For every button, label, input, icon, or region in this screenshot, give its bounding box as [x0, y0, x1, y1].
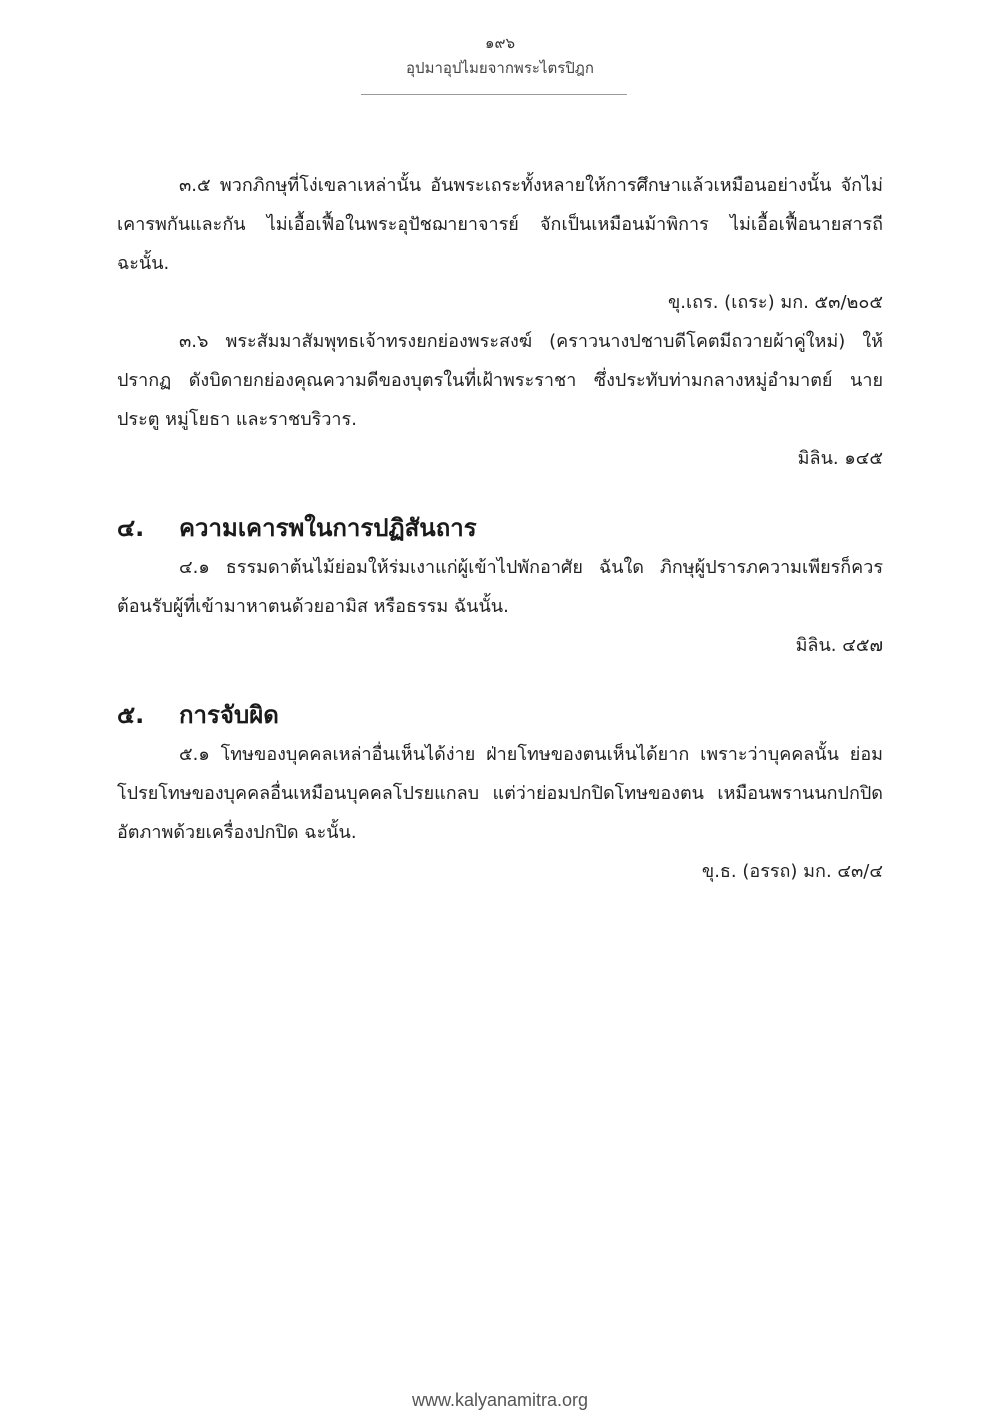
header-divider [361, 94, 627, 95]
section-title-5: การจับผิด [179, 701, 279, 729]
book-title: อุปมาอุปไมยจากพระไตรปิฎก [406, 59, 594, 77]
reference-4-1: มิลิน. ๔๕๗ [795, 635, 883, 656]
footer-website: www.kalyanamitra.org [411, 1390, 589, 1410]
paragraph-4-1: ๔.๑ ธรรมดาต้นไม้ย่อมให้ร่มเงาแก่ผู้เข้าไปพักอาศัย ฉันใด ภิกษุผู้ปรารภความเพียรก็ควรต้อนรับผู้ที่เข้ามาหาตนด้วยอามิส หรือธรรม ฉันนั้น. [117, 557, 883, 617]
reference-5-1: ขุ.ธ. (อรรถ) มก. ๔๓/๔ [701, 861, 883, 882]
section-title-4: ความเคารพในการปฏิสันถาร [179, 514, 477, 542]
paragraph-3-6: ๓.๖ พระสัมมาสัมพุทธเจ้าทรงยกย่องพระสงฆ์ (คราวนางปชาบดีโคตมีถวายผ้าคู่ใหม่) ให้ปรากฏ ดังบิดายกย่องคุณความดีของบุตรในที่เฝ้าพระราชา ซึ่งประทับท่ามกลางหมู่อำมาตย์ นายประตู หมู่โยธา และราชบริวาร. [117, 331, 883, 430]
section-number-4: ๔. [117, 514, 145, 542]
paragraph-5-1: ๕.๑ โทษของบุคคลเหล่าอื่นเห็นได้ง่าย ฝ่ายโทษของตนเห็นได้ยาก เพราะว่าบุคคลนั้น ย่อมโปรยโทษของบุคคลอื่นเหมือนบุคคลโปรยแกลบ แต่ว่าย่อมปกปิดโทษของตน เหมือนพรานนกปกปิดอัตภาพด้วยเครื่องปกปิด ฉะนั้น. [117, 744, 883, 843]
section-number-5: ๕. [117, 701, 145, 729]
section-heading-5 [117, 695, 883, 735]
reference-3-6: มิลิน. ๑๔๕ [797, 448, 883, 469]
reference-3-5: ขุ.เถร. (เถระ) มก. ๕๓/๒๐๕ [667, 292, 883, 313]
page-header [0, 32, 1000, 80]
paragraph-3-5: ๓.๕ พวกภิกษุที่โง่เขลาเหล่านั้น อันพระเถระทั้งหลายให้การศึกษาแล้วเหมือนอย่างนั้น จักไม่เคารพกันและกัน ไม่เอื้อเฟื้อในพระอุปัชฌายาจารย์ จักเป็นเหมือนม้าพิการ ไม่เอื้อเฟื้อนายสารถี ฉะนั้น. [117, 175, 883, 274]
page-number: ๑๙๖ [484, 34, 516, 52]
page-content [117, 166, 883, 891]
section-heading-4 [117, 508, 883, 548]
